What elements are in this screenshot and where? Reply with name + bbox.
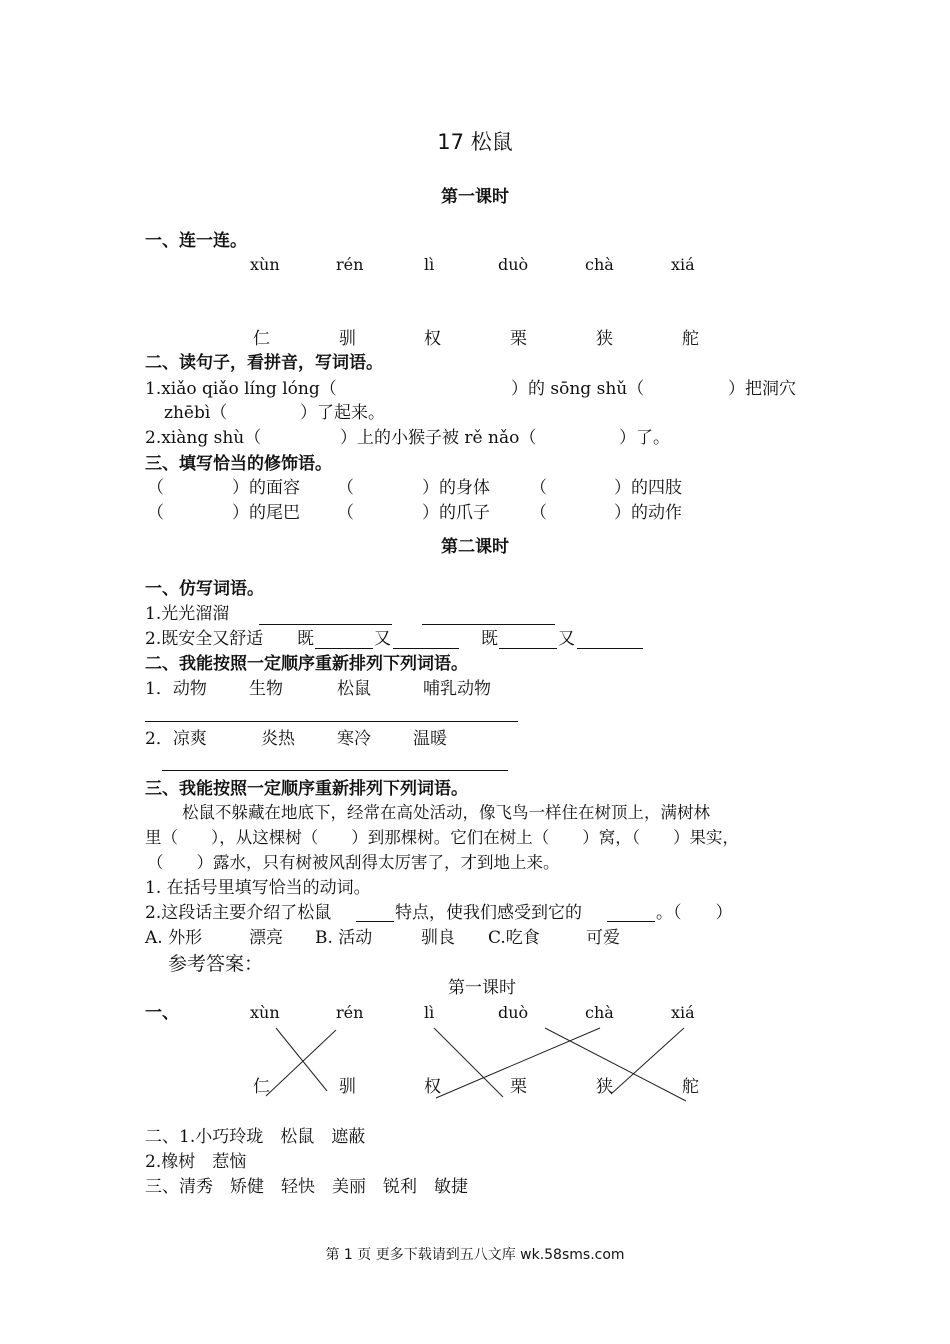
pinyin-2: rén — [336, 255, 364, 274]
para-line2: 里（ ），从这棵树（ ）到那棵树。它们在树上（ ）窝，（ ）果实， — [145, 828, 739, 847]
ans-char-5: 狭 — [596, 1077, 613, 1097]
mod-3: ）的四肢 — [614, 478, 682, 498]
answers-a1-label: 一、 — [145, 1003, 179, 1023]
ans-char-4: 栗 — [510, 1077, 527, 1097]
option-2: 漂亮 — [249, 928, 283, 948]
you-2: 又 — [558, 629, 575, 649]
s2-line1c: ）把洞穴 — [728, 379, 796, 399]
ans-pinyin-3: lì — [424, 1003, 435, 1022]
option-1: A. 外形 — [145, 928, 203, 948]
pinyin-6: xiá — [671, 255, 695, 274]
mod-5: ）的爪子 — [422, 503, 490, 523]
option-6: 可爱 — [586, 928, 620, 948]
r1-w2: 生物 — [249, 679, 283, 699]
mod-2: ）的身体 — [422, 478, 490, 498]
l2-s1-title: 一、仿写词语。 — [145, 579, 264, 599]
l2-s1-line2: 2.既安全又舒适 — [145, 629, 264, 649]
mod-4: ）的尾巴 — [232, 503, 300, 523]
ji-2: 既 — [481, 629, 498, 649]
pinyin-3: lì — [424, 255, 435, 274]
ans-pinyin-1: xùn — [250, 1003, 280, 1022]
ans-char-2: 驯 — [339, 1077, 356, 1097]
answers-lesson: 第一课时 — [448, 978, 516, 998]
r2-w1: 2．凉爽 — [145, 729, 207, 749]
pinyin-5: chà — [585, 255, 614, 274]
pinyin-1: xùn — [250, 255, 280, 274]
answer-3: 三、清秀 矫健 轻快 美丽 锐利 敏捷 — [145, 1177, 468, 1197]
mod-open-3: （ — [530, 478, 547, 498]
r1-w1: 1．动物 — [145, 679, 207, 699]
s2-line2b: ）了起来。 — [300, 403, 385, 423]
mod-open-6: （ — [530, 503, 547, 523]
s2-line2a: zhēbì（ — [164, 403, 228, 423]
mod-open-1: （ — [147, 478, 164, 498]
lesson1-heading: 第一课时 — [441, 187, 509, 207]
option-4: 驯良 — [421, 928, 455, 948]
answer-2b: 2.橡树 惹恼 — [145, 1152, 247, 1172]
mod-6: ）的动作 — [614, 503, 682, 523]
question-2a: 2.这段话主要介绍了松鼠 — [145, 903, 332, 923]
l2-s3-title: 三、我能按照一定顺序重新排列下列词语。 — [145, 779, 468, 799]
page-footer: 第 1 页 更多下载请到五八文库 wk.58sms.com — [325, 1247, 625, 1263]
char-4: 栗 — [510, 329, 527, 349]
question-1: 1. 在括号里填写恰当的动词。 — [145, 878, 371, 898]
ans-char-3: 权 — [424, 1077, 441, 1097]
s3-title: 三、填写恰当的修饰语。 — [145, 454, 332, 474]
r2-w2: 炎热 — [261, 729, 295, 749]
ans-char-6: 舵 — [682, 1077, 699, 1097]
s2-line1b: ）的 sōng shǔ（ — [511, 379, 645, 399]
question-2c: 。（ ） — [656, 903, 733, 923]
char-5: 狭 — [596, 329, 613, 349]
para-line1: 松鼠不躲藏在地底下，经常在高处活动，像飞鸟一样住在树顶上，满树林 — [182, 803, 710, 822]
lesson2-heading: 第二课时 — [441, 537, 509, 557]
l2-s1-line1: 1.光光溜溜 — [145, 604, 230, 624]
ans-pinyin-2: rén — [336, 1003, 364, 1022]
ans-pinyin-5: chà — [585, 1003, 614, 1022]
s2-line3b: ）上的小猴子被 rě nǎo（ — [340, 428, 537, 448]
match-line-xun — [276, 1028, 327, 1091]
answers-heading: 参考答案： — [168, 953, 264, 975]
s2-line3c: ）了。 — [619, 428, 670, 448]
match-line-li — [434, 1028, 503, 1097]
ans-pinyin-6: xiá — [671, 1003, 695, 1022]
match-line-xia — [611, 1028, 684, 1094]
pinyin-4: duò — [498, 255, 529, 274]
r2-w4: 温暖 — [413, 729, 447, 749]
s2-line3a: 2.xiàng shù（ — [145, 428, 262, 448]
page-title: 17 松鼠 — [437, 130, 513, 154]
para-line3: （ ）露水，只有树被风刮得太厉害了，才到地上来。 — [147, 853, 560, 872]
char-3: 权 — [424, 329, 441, 349]
answer-2a: 二、1.小巧玲珑 松鼠 遮蔽 — [145, 1127, 366, 1147]
mod-open-2: （ — [337, 478, 354, 498]
r1-w3: 松鼠 — [337, 679, 371, 699]
r1-w4: 哺乳动物 — [423, 679, 491, 699]
you-1: 又 — [374, 629, 391, 649]
question-2b: 特点，使我们感受到它的 — [395, 903, 582, 923]
option-3: B. 活动 — [315, 928, 373, 948]
match-line-ren — [266, 1030, 336, 1096]
s2-line1a: 1.xiǎo qiǎo líng lóng（ — [145, 379, 337, 399]
char-1: 仁 — [253, 329, 270, 349]
mod-1: ）的面容 — [232, 478, 300, 498]
r2-w3: 寒冷 — [337, 729, 371, 749]
char-6: 舵 — [682, 329, 699, 349]
mod-open-5: （ — [337, 503, 354, 523]
ji-1: 既 — [297, 629, 314, 649]
mod-open-4: （ — [147, 503, 164, 523]
s1-title: 一、连一连。 — [145, 231, 247, 251]
l2-s2-title: 二、我能按照一定顺序重新排列下列词语。 — [145, 654, 468, 674]
ans-pinyin-4: duò — [498, 1003, 529, 1022]
char-2: 驯 — [339, 329, 356, 349]
option-5: C.吃食 — [488, 928, 540, 948]
s2-title: 二、读句子，看拼音，写词语。 — [145, 353, 383, 373]
ans-char-1: 仁 — [253, 1077, 270, 1097]
